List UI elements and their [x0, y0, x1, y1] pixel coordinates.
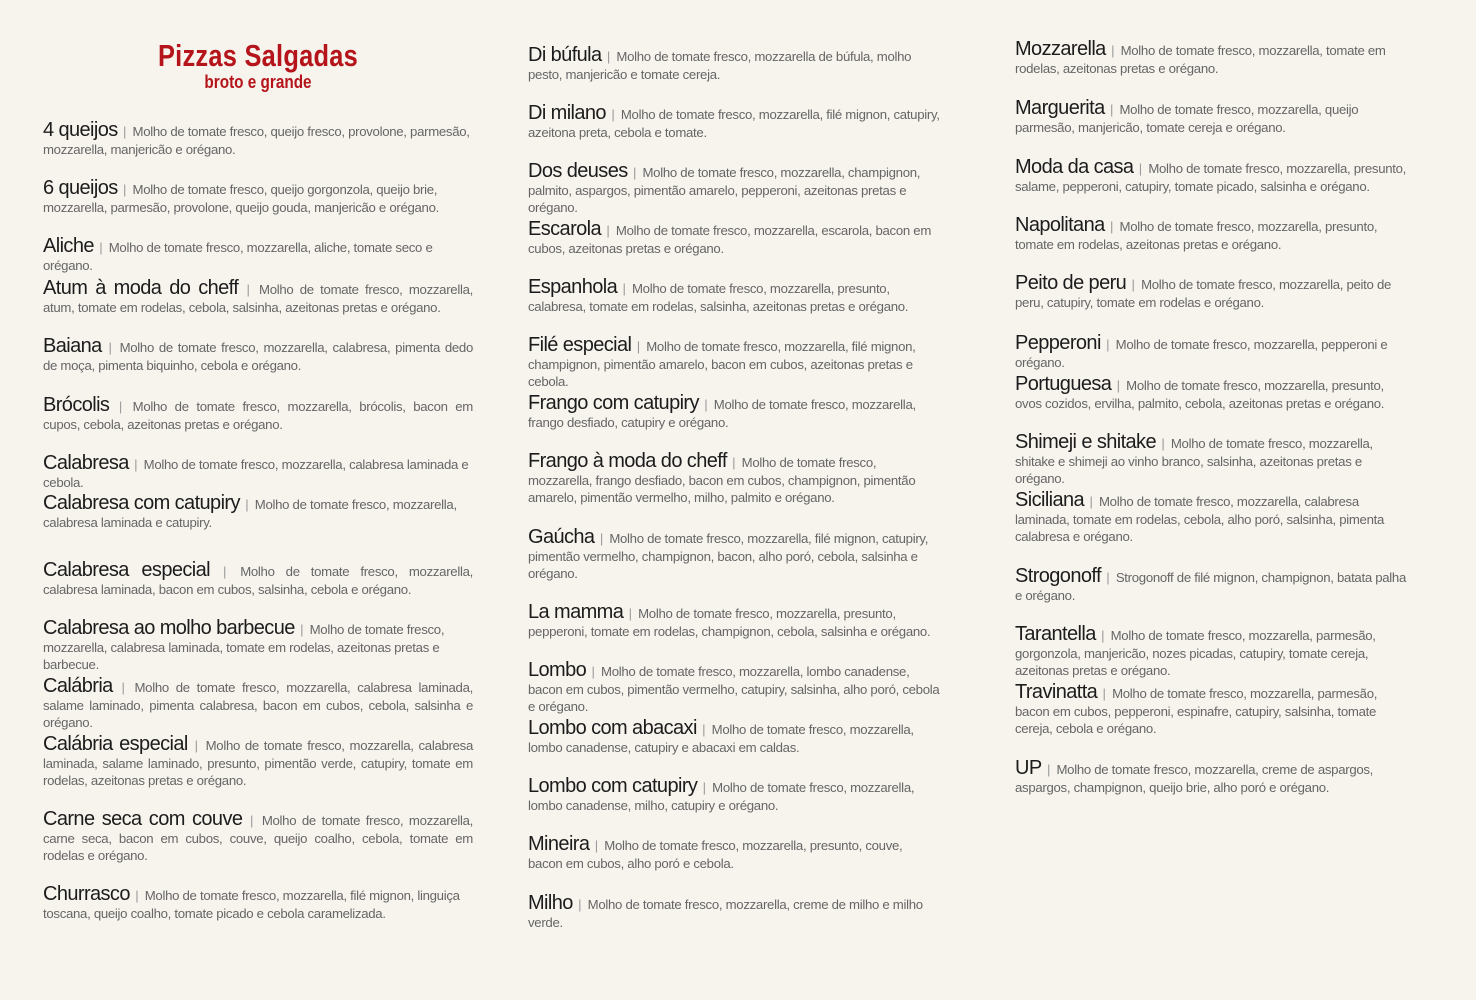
pizza-name: Travinatta [1015, 681, 1098, 703]
menu-item [528, 833, 940, 872]
pizza-description: Molho de tomate fresco, mozzarella, peito de peru, catupiry, tomate em rodelas e orégano. [1015, 277, 1392, 310]
pizza-description: Molho de tomate fresco, mozzarella, creme de aspargos, aspargos, champignon, queijo brie, alho poró e orégano. [1015, 762, 1374, 795]
separator: | [1102, 337, 1110, 352]
separator: | [1135, 161, 1142, 176]
pizza-description: Molho de tomate fresco, mozzarella, calabresa, pimenta dedo de moça, pimenta biquinho, cebola e orégano. [43, 340, 473, 373]
pizza-description: Molho de tomate fresco, mozzarella, parmesão, bacon em cubos, pepperoni, espinafre, catupiry, salsinha, tomate cereja, cebola e orégano. [1015, 686, 1378, 736]
menu-item [1015, 156, 1413, 195]
pizza-name: Napolitana [1015, 214, 1105, 236]
menu-item [1015, 565, 1413, 604]
pizza-description: Molho de tomate fresco, mozzarella, shitake e shimeji ao vinho branco, salsinha, azeitonas pretas e orégano. [1015, 436, 1373, 486]
pizza-name: Frango à moda do cheff [528, 450, 727, 472]
pizza-description: Molho de tomate fresco, mozzarella, lombo canadense, milho, catupiry e orégano. [528, 780, 915, 813]
separator: | [603, 223, 610, 238]
menu-item [1015, 97, 1413, 136]
menu-item [528, 276, 940, 315]
pizza-name: Calábria especial [43, 733, 188, 755]
pizza-description: Molho de tomate fresco, mozzarella, presunto, calabresa, tomate em rodelas, salsinha, azeitonas pretas e orégano. [528, 281, 909, 314]
menu-item [528, 775, 940, 814]
separator: | [119, 182, 127, 197]
separator: | [111, 399, 123, 414]
menu-item [528, 892, 940, 931]
menu-item [528, 334, 940, 391]
separator: | [619, 281, 626, 296]
separator: | [103, 340, 112, 355]
pizza-name: Aliche [43, 235, 94, 257]
pizza-description: Molho de tomate fresco, mozzarella, calabresa laminada e cebola. [43, 457, 469, 490]
pizza-description: Molho de tomate fresco, mozzarella, presunto, salame, pepperoni, catupiry, tomate picado, salsinha e orégano. [1015, 161, 1407, 194]
pizza-description: Molho de tomate fresco, mozzarella, calabresa laminada, salame laminado, presunto, pimentão verde, catupiry, tomate em rodelas, azeitonas pretas e orégano. [43, 738, 473, 788]
pizza-description: Molho de tomate fresco, mozzarella, calabresa laminada, salame laminado, pimenta calabresa, bacon em cubos, cebola, salsinha e orégano. [43, 680, 473, 730]
pizza-name: Strogonoff [1015, 565, 1101, 587]
pizza-name: Atum à moda do cheff [43, 277, 239, 299]
pizza-description: Molho de tomate fresco, mozzarella, presunto, couve, bacon em cubos, alho poró e cebola. [528, 838, 903, 871]
pizza-description: Strogonoff de filé mignon, champignon, batata palha e orégano. [1015, 570, 1406, 603]
menu-item [1015, 431, 1413, 488]
pizza-name: Di búfula [528, 44, 602, 66]
menu-item [43, 492, 473, 531]
pizza-name: Dos deuses [528, 160, 628, 182]
menu-item [1015, 214, 1413, 253]
separator: | [114, 680, 125, 695]
pizza-description: Molho de tomate fresco, mozzarella, brócolis, bacon em cupos, cebola, azeitonas pretas e orégano. [43, 399, 473, 432]
separator: | [607, 107, 615, 122]
menu-item [1015, 623, 1413, 680]
pizza-description: Molho de tomate fresco, mozzarella, presunto, pepperoni, tomate em rodelas, champignon, cebola, salsinha e orégano. [528, 606, 931, 639]
pizza-name: Mineira [528, 833, 590, 855]
separator: | [1128, 277, 1135, 292]
pizza-description: Molho de tomate fresco, mozzarella, presunto, ovos cozidos, ervilha, palmito, cebola, azeitonas pretas e orégano. [1015, 378, 1385, 411]
pizza-description: Molho de tomate fresco, mozzarella, aliche, tomate seco e orégano. [43, 240, 433, 273]
pizza-description: Molho de tomate fresco, mozzarella, frango desfiado, bacon em cubos, champignon, pimentão amarelo, pimentão vermelho, milho, palmito e orégano. [528, 455, 916, 505]
separator: | [629, 165, 637, 180]
menu-item [528, 160, 940, 217]
pizza-name: Milho [528, 892, 573, 914]
menu-item [528, 102, 940, 141]
separator: | [1107, 43, 1115, 58]
pizza-description: Molho de tomate fresco, mozzarella de búfula, molho pesto, manjericão e tomate cereja. [528, 49, 912, 82]
separator: | [119, 124, 127, 139]
menu-item [528, 218, 940, 257]
separator: | [728, 455, 736, 470]
separator: | [131, 888, 139, 903]
menu-item [43, 235, 473, 274]
pizza-name: Lombo [528, 659, 587, 681]
pizza-name: Espanhola [528, 276, 618, 298]
pizza-description: Molho de tomate fresco, mozzarella, calabresa laminada e catupiry. [43, 497, 457, 530]
separator: | [699, 780, 706, 795]
menu-item [43, 394, 473, 433]
menu-item [43, 559, 473, 598]
separator: | [1157, 436, 1165, 451]
pizza-description: Molho de tomate fresco, mozzarella, escarola, bacon em cubos, azeitonas pretas e orégano. [528, 223, 932, 256]
menu-item [43, 675, 473, 732]
menu-item [43, 733, 473, 790]
menu-item [1015, 681, 1413, 738]
pizza-description: Molho de tomate fresco, mozzarella, atum, tomate em rodelas, cebola, salsinha, azeitonas pretas e orégano. [43, 282, 473, 315]
pizza-description: Molho de tomate fresco, mozzarella, pepperoni e orégano. [1015, 337, 1388, 370]
pizza-name: La mamma [528, 601, 624, 623]
separator: | [1106, 219, 1114, 234]
pizza-name: Mozzarella [1015, 38, 1106, 60]
pizza-name: Calábria [43, 675, 113, 697]
separator: | [698, 722, 706, 737]
pizza-name: Moda da casa [1015, 156, 1134, 178]
menu-item [528, 659, 940, 716]
pizza-description: Molho de tomate fresco, mozzarella, parmesão, gorgonzola, manjericão, nozes picadas, catupiry, tomate cereja, azeitonas pretas e orégano. [1015, 628, 1376, 678]
pizza-description: Molho de tomate fresco, mozzarella, champignon, palmito, aspargos, pimentão amarelo, pepperoni, azeitonas pretas e orégano. [528, 165, 921, 215]
pizza-name: Shimeji e shitake [1015, 431, 1156, 453]
menu-item [43, 119, 473, 158]
pizza-description: Molho de tomate fresco, mozzarella, tomate em rodelas, azeitonas pretas e orégano. [1015, 43, 1386, 76]
pizza-description: Molho de tomate fresco, mozzarella, frango desfiado, catupiry e orégano. [528, 397, 916, 430]
pizza-description: Molho de tomate fresco, mozzarella, calabresa laminada, tomate em rodelas, cebola, alho poró, salsinha, pimenta calabresa e orégano. [1015, 494, 1385, 544]
pizza-description: Molho de tomate fresco, queijo gorgonzola, queijo brie, mozzarella, parmesão, provolone, queijo gouda, manjericão e orégano. [43, 182, 439, 215]
separator: | [1097, 628, 1105, 643]
menu-item [43, 617, 473, 674]
separator: | [240, 282, 250, 297]
separator: | [130, 457, 138, 472]
pizza-name: Siciliana [1015, 489, 1085, 511]
pizza-description: Molho de tomate fresco, mozzarella, calabresa laminada, bacon em cubos, salsinha, cebola e orégano. [43, 564, 473, 597]
menu-item [43, 335, 473, 374]
page-title: Pizzas Salgadas [157, 38, 359, 73]
separator: | [1099, 686, 1106, 701]
separator: | [1086, 494, 1093, 509]
menu-item [528, 526, 940, 583]
pizza-name: Pepperoni [1015, 332, 1101, 354]
pizza-description: Molho de tomate fresco, mozzarella, filé mignon, champignon, pimentão amarelo, bacon em cubos, azeitonas pretas e cebola. [528, 339, 916, 389]
pizza-name: Lombo com abacaxi [528, 717, 697, 739]
pizza-name: Baiana [43, 335, 102, 357]
separator: | [1102, 570, 1110, 585]
pizza-description: Molho de tomate fresco, queijo fresco, provolone, parmesão, mozzarella, manjericão e orégano. [43, 124, 470, 157]
pizza-name: Gaúcha [528, 526, 595, 548]
pizza-description: Molho de tomate fresco, mozzarella, carne seca, bacon em cubos, couve, queijo coalho, cebola, tomate em rodelas e orégano. [43, 813, 474, 863]
pizza-name: 4 queijos [43, 119, 118, 141]
menu-item [1015, 332, 1413, 371]
separator: | [1106, 102, 1114, 117]
pizza-name: Lombo com catupiry [528, 775, 698, 797]
menu-item [1015, 757, 1413, 796]
separator: | [591, 838, 598, 853]
menu-item [528, 717, 940, 756]
pizza-name: 6 queijos [43, 177, 118, 199]
pizza-name: Escarola [528, 218, 602, 240]
separator: | [211, 564, 227, 579]
pizza-description: Molho de tomate fresco, mozzarella, filé mignon, catupiry, azeitona preta, cebola e tomate. [528, 107, 940, 140]
separator: | [1043, 762, 1051, 777]
pizza-description: Molho de tomate fresco, mozzarella, filé mignon, linguiça toscana, queijo coalho, tomate picado e cebola caramelizada. [43, 888, 460, 921]
pizza-name: Calabresa especial [43, 559, 210, 581]
pizza-description: Molho de tomate fresco, mozzarella, lombo canadense, bacon em cubos, pimentão vermelho, catupiry, salsinha, alho poró, cebola e orégano. [528, 664, 940, 714]
separator: | [603, 49, 611, 64]
menu-item [1015, 489, 1413, 546]
pizza-description: Molho de tomate fresco, mozzarella, filé mignon, catupiry, pimentão vermelho, champignon, bacon, alho poró, cebola, salsinha e orégano. [528, 531, 929, 581]
menu-item [1015, 38, 1413, 77]
separator: | [588, 664, 595, 679]
menu-item [528, 601, 940, 640]
separator: | [296, 622, 304, 637]
separator: | [95, 240, 103, 255]
menu-item [528, 392, 940, 431]
separator: | [700, 397, 708, 412]
pizza-name: Di milano [528, 102, 606, 124]
pizza-description: Molho de tomate fresco, mozzarella, calabresa laminada, tomate em rodelas, azeitonas pretas e barbecue. [43, 622, 445, 672]
page-subtitle: broto e grande [204, 72, 312, 92]
menu-item [1015, 373, 1413, 412]
pizza-name: Marguerita [1015, 97, 1105, 119]
separator: | [1113, 378, 1120, 393]
pizza-name: UP [1015, 757, 1042, 779]
pizza-name: Carne seca com couve [43, 808, 243, 830]
pizza-description: Molho de tomate fresco, mozzarella, lombo canadense, catupiry e abacaxi em caldas. [528, 722, 914, 755]
pizza-name: Churrasco [43, 883, 130, 905]
menu-item [43, 452, 473, 491]
pizza-description: Molho de tomate fresco, mozzarella, presunto, tomate em rodelas, azeitonas pretas e orégano. [1015, 219, 1378, 252]
pizza-name: Peito de peru [1015, 272, 1127, 294]
separator: | [625, 606, 632, 621]
pizza-name: Filé especial [528, 334, 632, 356]
menu-item [1015, 272, 1413, 311]
pizza-name: Frango com catupiry [528, 392, 699, 414]
separator: | [574, 897, 582, 912]
pizza-name: Calabresa ao molho barbecue [43, 617, 295, 639]
menu-column-1 [43, 0, 474, 921]
menu-header [43, 38, 473, 93]
separator: | [633, 339, 640, 354]
menu-item [43, 177, 473, 216]
pizza-description: Molho de tomate fresco, mozzarella, queijo parmesão, manjericão, tomate cereja e orégano. [1015, 102, 1359, 135]
pizza-name: Brócolis [43, 394, 110, 416]
menu-item [43, 883, 473, 922]
pizza-name: Calabresa [43, 452, 129, 474]
pizza-name: Tarantella [1015, 623, 1096, 645]
pizza-name: Portuguesa [1015, 373, 1112, 395]
menu-item [528, 450, 940, 507]
separator: | [596, 531, 603, 546]
separator: | [189, 738, 198, 753]
menu-item [528, 44, 940, 83]
menu-item [43, 808, 474, 865]
separator: | [244, 813, 254, 828]
pizza-description: Molho de tomate fresco, mozzarella, creme de milho e milho verde. [528, 897, 923, 930]
separator: | [241, 497, 249, 512]
pizza-name: Calabresa com catupiry [43, 492, 240, 514]
menu-item [43, 277, 473, 316]
